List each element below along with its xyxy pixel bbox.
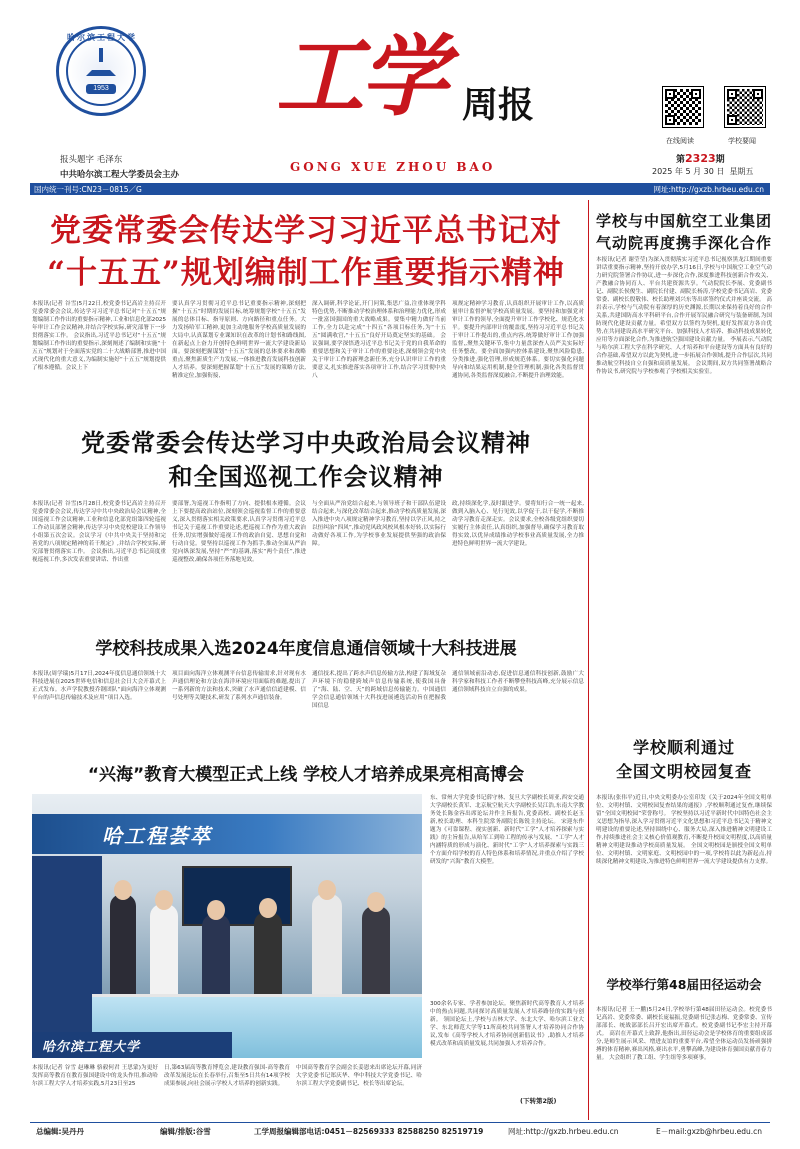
article-4-col-3: 中国高等教育学会副会长姜恩来出席论坛开幕,同济大学党委书记郑庆华、华中科技大学党委书记、哈尔滨工程大学党委副书记、校长等出席论坛。 [296,1065,422,1087]
masthead-pinyin: GONG XUE ZHOU BAO [290,160,496,174]
article-3-col-2: 项目面向海洋立体观测平台信息传输需求,针对现有水声通信理论和方法在海洋环境应用面临的难题,提出了一系列新的方法和技术,突破了水声通信信道建模、信号处理等关键技术,研发了系列水声通信装备。 [172,671,306,701]
issue-date: 2025 年 5 月 30 日 星期五 [652,167,754,176]
article-4-continue: (下转第2版) [520,1097,557,1105]
university-logo [32,26,158,132]
photo-banner-left: 哈工程荟萃 [102,824,212,848]
article-2-col-3: 与全面从严治党结合起来,与领导班子和干部队伍建设结合起来,与深化改革结合起来,推动学校高质量发展,深入推进中央八项规定精神学习教育,坚持以学正风,持之以恒纠治“四风”,推动党风政风校风根本好转,以实际行动做好各项工作,为学校事业发展提供坚强的政治保障。 [312,501,446,547]
qr-online-reading[interactable] [662,86,704,128]
article-4-col-1: 本报讯(记者 谷雪 赵琳琳 骆毅何君 王思蒙)为更好发挥高等教育在教育强国建设中的龙头作用,推动哈尔滨工程大学人才培养实践,5月23日至25 [32,1065,158,1087]
masthead-title-main: 工学 [276,24,445,128]
issn: 国内统一刊号:CN23－0815／G [34,185,142,194]
photo-banner-right: 哈尔滨工程大学 [42,1040,141,1055]
logo-year: 1953 [86,84,116,94]
article-1-col-2: 要认真学习贯彻习近平总书记重要指示精神,深刻把握“十五五”时期的发展目标,统筹规划学校“十五五”发展的总体目标、指导原则、方向路径和重点任务。大力发扬哈军工精神,更加主动地服务学校高质量发展的大局中,认真谋划专业课知识在改革的计划书和路线图,在新起点上奋力开创特色鲜明世界一流大学建设新局面。要深刻把握谋划“十五五”发展的总体要求和战略重点,聚焦新质生产力发展,一体推进教育发展科技创新人才培养。要深刻把握谋划“十五五”发展的策略方法,精准定位,加强衔接, [172,301,306,379]
info-bar [30,183,770,195]
logo-text: 哈尔滨工程大学 [67,33,137,42]
footer-email: E－mail:gxzb@hrbeu.edu.cn [656,1127,762,1136]
article-3-col-1: 本报讯(周学瑞)5月17日,2024年度信息通信领域十大科技进展在2025世界电信和信息社会日大会开幕式上正式发布。水声学院教授乔钢团队“面向海洋立体观测平台的声信息传输技术及应用”项目入选。 [32,671,166,701]
issue-no: 2323 [685,152,716,165]
footer-editors: 编辑/排版:谷雪 [160,1127,211,1136]
calligraphy-note: 报头题字 毛泽东 [60,155,123,165]
issue-number: 第2323期 [676,152,725,165]
right-article-2-body: 本报讯(张伟平)近日,中央文明委办公室印发《关于2024年全国文明单位、文明村镇、文明校园复查结果的通报》,学校顺利通过复查,继续保留“全国文明校园”荣誉称号。 学校坚持以习近平新时代中国特色社会主义思想为指导,深入学习贯彻习近平文化思想和习近平总书记关于精神文明建设的重要论述,坚持围绕中心、服务大局,深入推进精神文明建设工作,持续推进社会主义核心价值观教育,不断提升校园文明程度,以高质量精神文明建设推动学校高质量发展。 全国文明校园是颁授全国文明单位、文明村镇、文明家庭、文明校园中的一项,学校将以此为新起点,持续深化精神文明建设,为推进特色鲜明世界一流大学建设提供有力支撑。 [596,795,772,865]
article-3-col-3: 通信技术,提出了跨水声信息传输方法,构建了海域复杂声环境下的稳健跨域声信息传输系统,使我国具备了“海、陆、空、天”的跨域信息传输能力。中国通信学会信息通信领域十大科技进展遴选活动旨在把握我国信息 [312,671,446,709]
article-2-col-2: 要部署,为巡视工作指明了方向、提供根本遵循。会议上下要提高政治站位,深刻领会巡视监督工作的重要意义,深入贯彻落实相关政策要求,认真学习贯彻习近平总书记关于巡视工作重要论述,把巡视工作作为重大政治任务,切实增强做好巡视工作的政治自觉、思想自觉和行动自觉。要坚持以巡视工作为抓手,推动全面从严治党向纵深发展,坚持“严”的基调,落实“两个责任”,推进巡视整改,确保各项任务落地见效。 [172,501,306,563]
masthead [0,0,800,185]
article-3-col-4: 通信领域前沿动态,促进信息通信科技创新,鼓励广大科学家和科技工作者不断攀登科技高峰,充分展示信息通信领域科技自立自强的成果。 [452,671,584,693]
article-1-col-3: 深入调研,科学论证,开门问策,集思广益,注重体现学科特色优势,不断推动学校治理体系和治理能力优化,形成一批富国强国的重大战略成果。要集中精力做好当前工作,全力以赴完成“十四五”各项目标任务,为“十五五”圆满收官,“十五五”良好开局奠定坚实的基础。 会议强调,要学深悟透习近平总书记关于党的自我革命的重要思想和关于审计工作的重要论述,深刻领会党中央关于审计工作的新理念新任务,充分认识审计工作的重要意义,扎实推进落实各项审计工作,结合学习贯彻中央八 [312,301,446,379]
article-2-col-4: 政,持续深化学,及时跟进学。要将知行合一统一起来,做到入脑入心、见行见效,以学促干,以干促学,不断推动学习教育走深走实。会议要求,全校各级党组织要切实履行主体责任,认真组织,加强督导,确保学习教育取得实效,以优异成绩推动学校事业高质量发展,全力推进特色鲜明世界一流大学建设。 [452,501,584,547]
article-1-col-4: 项规定精神学习教育,认真组织开展审计工作,以高质量审计监督护航学校高质量发展。要坚持和加强党对审计工作的领导,全面提升审计工作学校化、规范化水平。要提升内部审计的覆盖度,坚持习习近平总书记关于审计工作提出的,重点内容,统筹做好审计工作加强监督,,聚焦关键环节,集中力量盘深查人员严关实际好任务整改。要全面加强内控体系建设,聚焦风险隐患,分类推进,强化管理,形成规范体系。要切实强化问题导向和结果运用机制,健全管理机制,强化各类监督贯通协同,各类监督深度融合,不断提升治理效能。 [452,301,584,379]
article-4-headline: “兴海”教育大模型正式上线 学校人才培养成果亮相高博会 [87,765,525,785]
article-3-headline: 学校科技成果入选2024年度信息通信领域十大科技进展 [95,639,517,659]
footer-chief-editor: 总编辑:吴丹丹 [36,1127,84,1136]
masthead-website: 网址:http://gxzb.hrbeu.edu.cn [653,185,764,194]
right-article-1-headline: 学校与中国航空工业集团 气动院再度携手深化合作 [595,212,772,252]
qr-left-label: 在线阅读 [666,137,694,145]
right-article-2-headline: 学校顺利通过 全国文明校园复查 [615,738,752,781]
footer-office: 工学周报编辑部电话:0451－82569333 82588250 82519719 [254,1127,484,1136]
right-article-3-body: 本报讯(记者 王一鹏)5月24日,学校举行第48届田径运动会。校党委书记高岩、党委常委、副校长庞福振,党委副书记张志梅、党委常委、宣传部部长、统战部部长吕开宏出席开幕式。校党委副书记李宏主持开幕式。 高岩在开幕式上致辞,他指出,田径运动会是学校体育的重要组成部分,是师生展示风采、增进友谊的重要平台,希望全体运动员发扬顽强拼搏的体育精神,赛出风格,赛出水平,勇攀高峰,为建设体育强国贡献青春力量。 大会组织了教工组、学生组等多项赛事。 [596,1007,772,1061]
article-2-headline: 党委常委会传达学习中央政治局会议精神 和全国巡视工作会议精神 [81,428,531,491]
expo-photo [32,794,422,1058]
masthead-title-sub: 周报 [462,85,535,126]
right-article-3-headline: 学校举行第48届田径运动会 [606,977,762,992]
footer [30,1122,770,1138]
article-4-right-col-1: 东、常州大学党委书记薛守林、复旦大学副校长周亚,西安交通大学副校长黄军、北京航空航天大学副校长吴江浩,东南大学教务处长陈金容出席论坛并作主旨报告,党委高校、副校长赵玉新,校长助理、本科生院常务副院长陈锐主持论坛。 宋迎东作题为《可靠课程、视实创新、新时代“工学”人才培养探索与实践》的主旨报告,从哈军工到哈工程的传承与发展、“工学”人才内涵特质的形成与演化、新时代“工学”人才培养探索与实践三个方面介绍学校的育人特色体系和培养情况,并重点介绍了学校研发的“兴海”教育大模型。 [430,795,584,865]
article-1-headline: 党委常委会传达学习习近平总书记对 “十五五”规划编制工作重要指示精神 [47,213,565,291]
qr-school-news[interactable] [724,86,766,128]
article-1-col-1: 本报讯(记者 谷雪)5月22日,校党委书记高岩主持召开党委常委会会议,传达学习习近平总书记对“十五五”规划编制工作作出的重要指示精神,工业和信息化部2025年审计工作会议精神,并结合学校实际,研究部署下一步贯彻落实工作。 会议指出,习近平总书记对“十五五”规划编制工作作出的重要指示,深刻阐述了编制和实施“十五五”规划对于全面落实党的二十大战略部署,推进中国式现代化的重大意义,为编制实施好“十五五”规划提供了根本遵循。会议上下 [32,301,166,371]
article-4-col-2: 日,第63届高等教育博览会,建设教育强国-高等教育改革发展论坛在长春举行,召集至5日共有14项学校成果参展,向社会展示学校人才培养的创新实践。 [164,1065,290,1087]
sponsor: 中共哈尔滨工程大学委员会主办 [60,170,180,180]
footer-website: 网址:http://gxzb.hrbeu.edu.cn [508,1127,619,1136]
article-2-col-1: 本报讯(记者 谷雪)5月28日,校党委书记高岩主持召开党委常委会会议,传达学习中共中央政治局会议精神,全国巡视工作会议精神,工业和信息化部党组第四轮巡视工作动员部署会精神,传达学习中央党校建设工作领导小组第五次会议。会议学习《中共中央关于坚持和完善党的八项规定精神的若干规定》,并结合学校实际,研究部署贯彻落实工作。 会议指出,习近平总书记高度重视巡视工作,多次发表重要讲话、作出重 [32,501,166,563]
article-4-right-col-2: 300余名专家、学者参加论坛。聚焦新时代高等教育人才培养中的热点问题,共同探讨高质量发展人才培养路径的实践与创新。 领国论坛上,学校与吉林大学、东北大学、哈尔滨工业大学、东北师范大学等11所高校共同签署人才培养协同合作协议,发布《高等学校人才培养协同创新倡议书》,助推人才培养模式改革和高质量发展,共同加强人才培养合作。 [430,1001,584,1047]
right-column-divider [588,200,589,1120]
right-article-1-body: 本报讯(记者 谢莹莹)为深入贯彻落实习近平总书记视察黑龙江期间重要讲话重要指示精神,坚持开放办学,5月16日,学校与中国航空工业空气动力研究院签署合作协议,进一步深化合作,深度推进科技创新合作攻关、产教融合协同育人、平台共建资源共享。气动院院长李展、党委副书记、副院长侯俊生、副院长付建、副院长杨涛,学校党委书记高岩、党委常委、副校长殷敬伟、校长助理刘兴东等出席签约仪式并座谈交流。 高岩表示,学校与气动院有着深厚的历史渊源,长期以来保持着良好的合作关系,共建国防高水平科研平台,合作开展军民融合研究与装备研制,为国防现代化建设贡献力量。希望双方以签约为契机,更好发挥双方各自优势,在共同建设高水平研究平台、加强科技人才培养、推动科技成果转化应用等方面深化合作,为推进航空强国建设贡献力量。 李展表示,气动院与哈尔滨工程大学在科学研究、人才培养和平台建设等方面具有良好的合作基础,希望双方以此为契机,进一步拓展合作领域,提升合作层次,共同推动航空科技自立自强和高质量发展。 会议期间,双方共同签署战略合作协议书,研究院与学校参观了学校相关实验室。 [596,257,772,375]
qr-right-label: 学校要闻 [728,137,756,145]
